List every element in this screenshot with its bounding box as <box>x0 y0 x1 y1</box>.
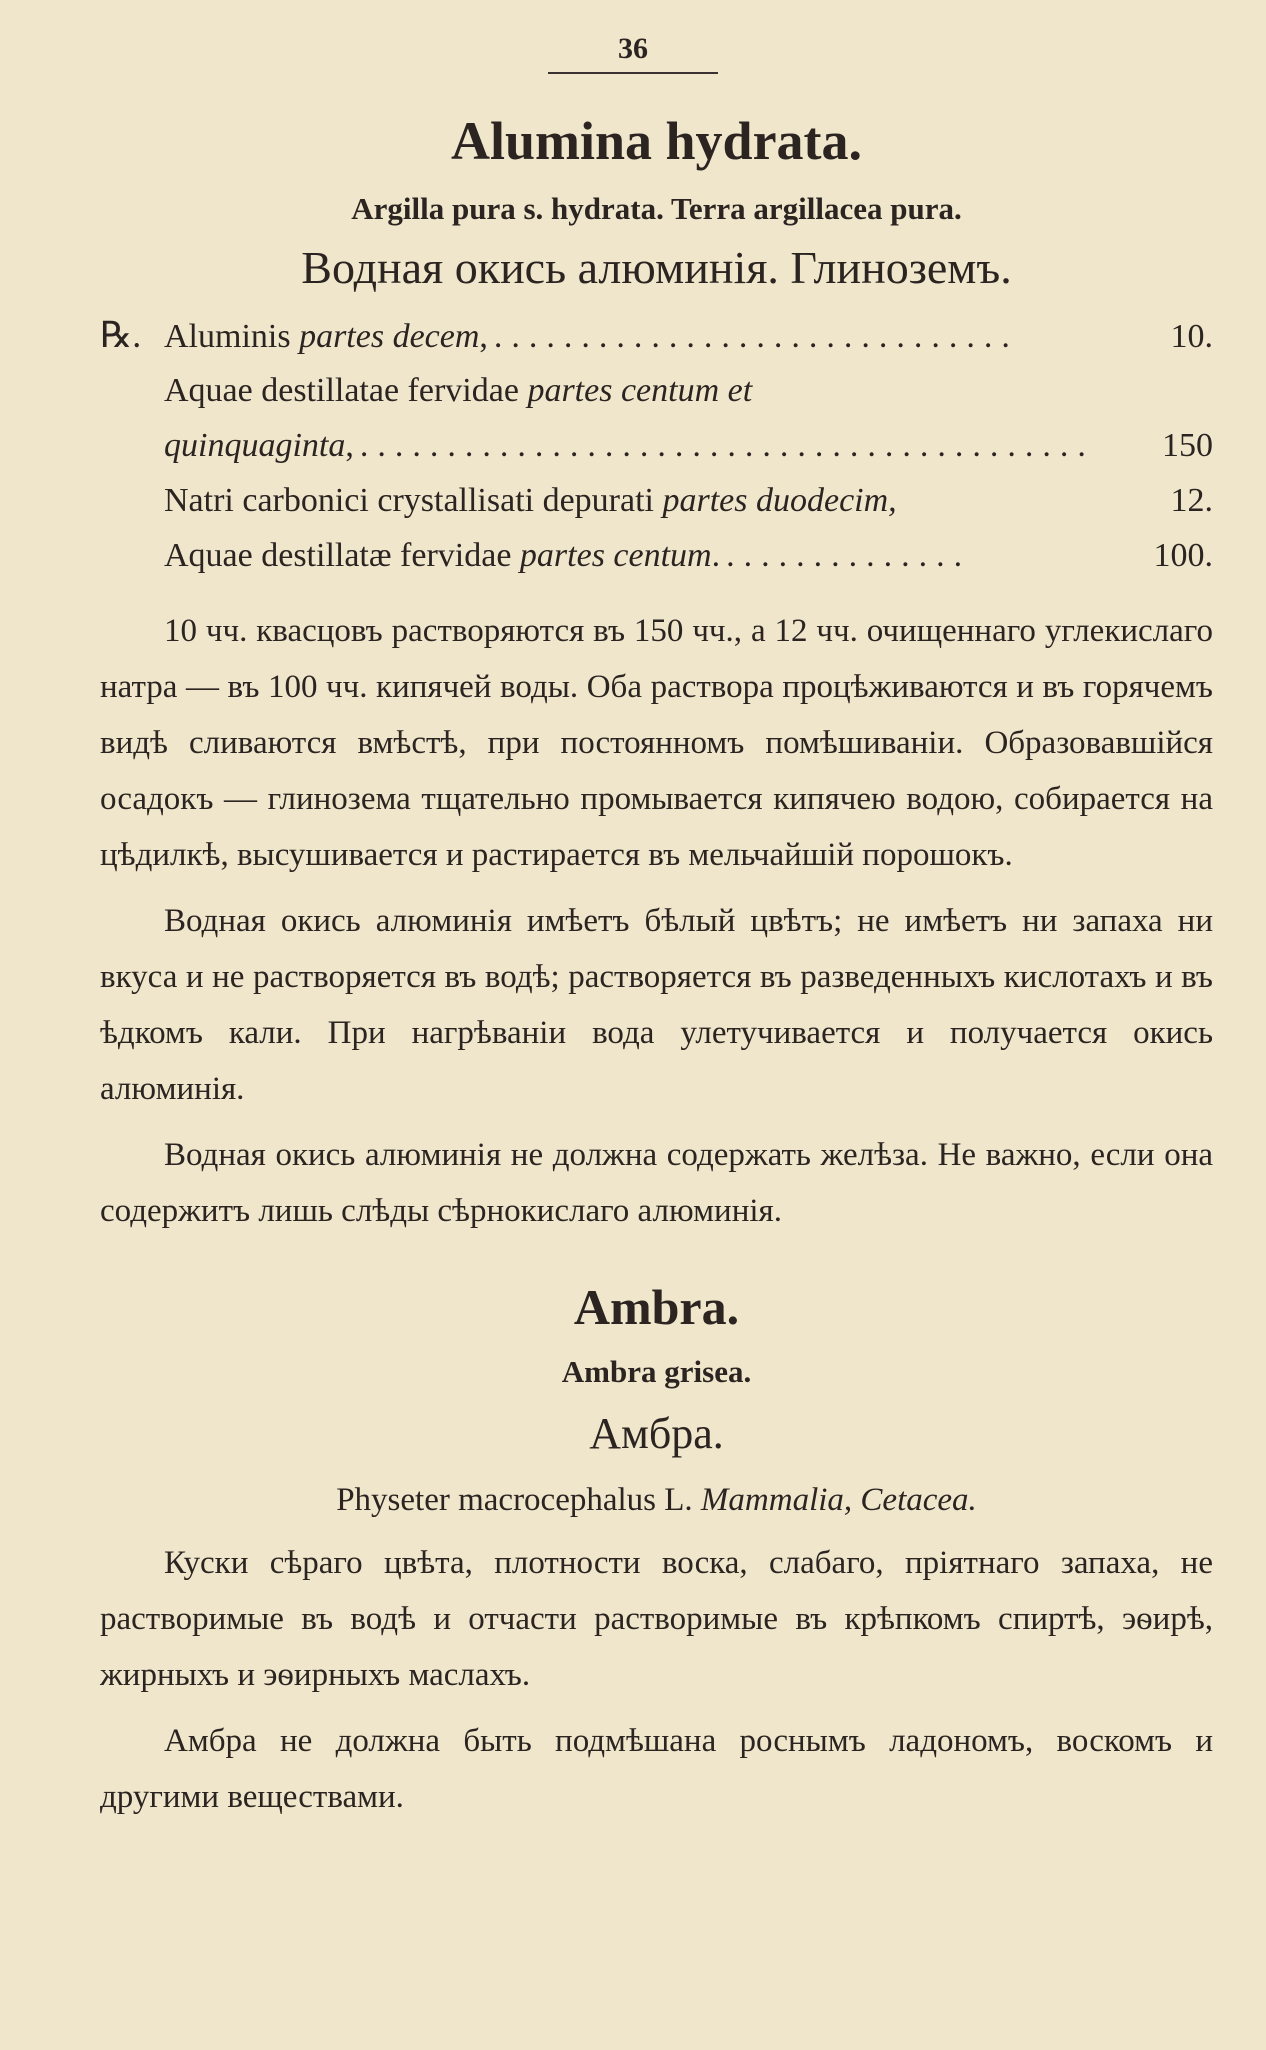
ingredient-quantity: 150 <box>1162 427 1213 464</box>
ingredient-name: Aquae destillatæ fervidae partes centum. <box>164 537 721 574</box>
paragraph-purity-ambra: Амбра не должна быть подмѣшана роснымъ ладономъ, воскомъ и другими веществами. <box>100 1723 1213 1815</box>
ingredient-quantity: 12. <box>1170 482 1213 519</box>
entry-russian-name-alumina: Водная окись алюминія. Глиноземъ. <box>301 242 1012 293</box>
entry-synonyms-alumina: Argilla pura s. hydrata. Terra argillacea pura. <box>351 191 962 226</box>
paragraph-purity: Водная окись алюминія не должна содержать желѣза. Не важно, если она содержитъ лишь слѣды сѣрнокислаго алюминія. <box>100 1137 1213 1229</box>
entry-title-ambra: Ambra. <box>573 1279 740 1335</box>
recipe-symbol: ℞. <box>100 315 142 355</box>
recipe-line <box>100 528 1213 583</box>
ingredient-name: Aquae destillatae fervidae partes centum et <box>164 372 753 409</box>
ingredient-name: Natri carbonici crystallisati depurati partes duodecim, <box>164 482 897 519</box>
recipe-line <box>100 363 1213 418</box>
dot-leader: .............. <box>726 537 972 574</box>
ingredient-quantity: 10. <box>1170 318 1213 355</box>
ingredient-quantity: 100. <box>1153 537 1213 574</box>
source-classification: Mammalia, Cetacea. <box>700 1482 977 1518</box>
entry-title-alumina: Alumina hydrata. <box>450 111 863 171</box>
header-rule <box>548 72 718 74</box>
paragraph-description: Куски сѣраго цвѣта, плотности воска, слабаго, пріятнаго запаха, не растворимые въ водѣ и отчасти растворимые въ крѣпкомъ спиртѣ, эѳирѣ, жирныхъ и эѳирныхъ маслахъ. <box>100 1545 1213 1693</box>
ingredient-name: Aluminis partes decem, <box>164 318 488 355</box>
dot-leader: .............................. <box>493 318 1019 355</box>
paragraph-preparation: 10 чч. квасцовъ растворяются въ 150 чч., а 12 чч. очищеннаго углекислаго натра — въ 100 чч. кипячей воды. Оба раствора процѣживаются и въ горячемъ видѣ сливаются вмѣстѣ, при постоянномъ помѣшиваніи. Образовавшійся осадокъ — глинозема тщательно промывается кипячею водою, собирается на цѣдилкѣ, высушивается и растирается въ мельчайшій порошокъ. <box>100 613 1213 873</box>
page-content <box>100 108 1213 1825</box>
entry-russian-name-ambra: Амбра. <box>589 1409 724 1458</box>
dot-leader: .......................................... <box>359 427 1095 464</box>
paragraph-properties: Водная окись алюминія имѣетъ бѣлый цвѣтъ; не имѣетъ ни запаха ни вкуса и не растворяется въ водѣ; растворяется въ разведенныхъ кислотахъ и въ ѣдкомъ кали. При нагрѣваніи вода улетучивается и получается окись алюминія. <box>100 903 1213 1107</box>
recipe-line <box>100 418 1213 473</box>
page-header <box>0 32 1266 74</box>
ingredient-name: quinquaginta, <box>164 427 354 464</box>
source-species: Physeter macrocephalus L. <box>336 1482 693 1518</box>
entry-source-ambra <box>100 1471 1213 1529</box>
entry-synonyms-ambra: Ambra grisea. <box>561 1354 752 1389</box>
recipe-line <box>100 473 1213 528</box>
recipe-line <box>100 308 1213 363</box>
recipe-block <box>100 308 1213 583</box>
page-number: 36 <box>618 32 648 65</box>
